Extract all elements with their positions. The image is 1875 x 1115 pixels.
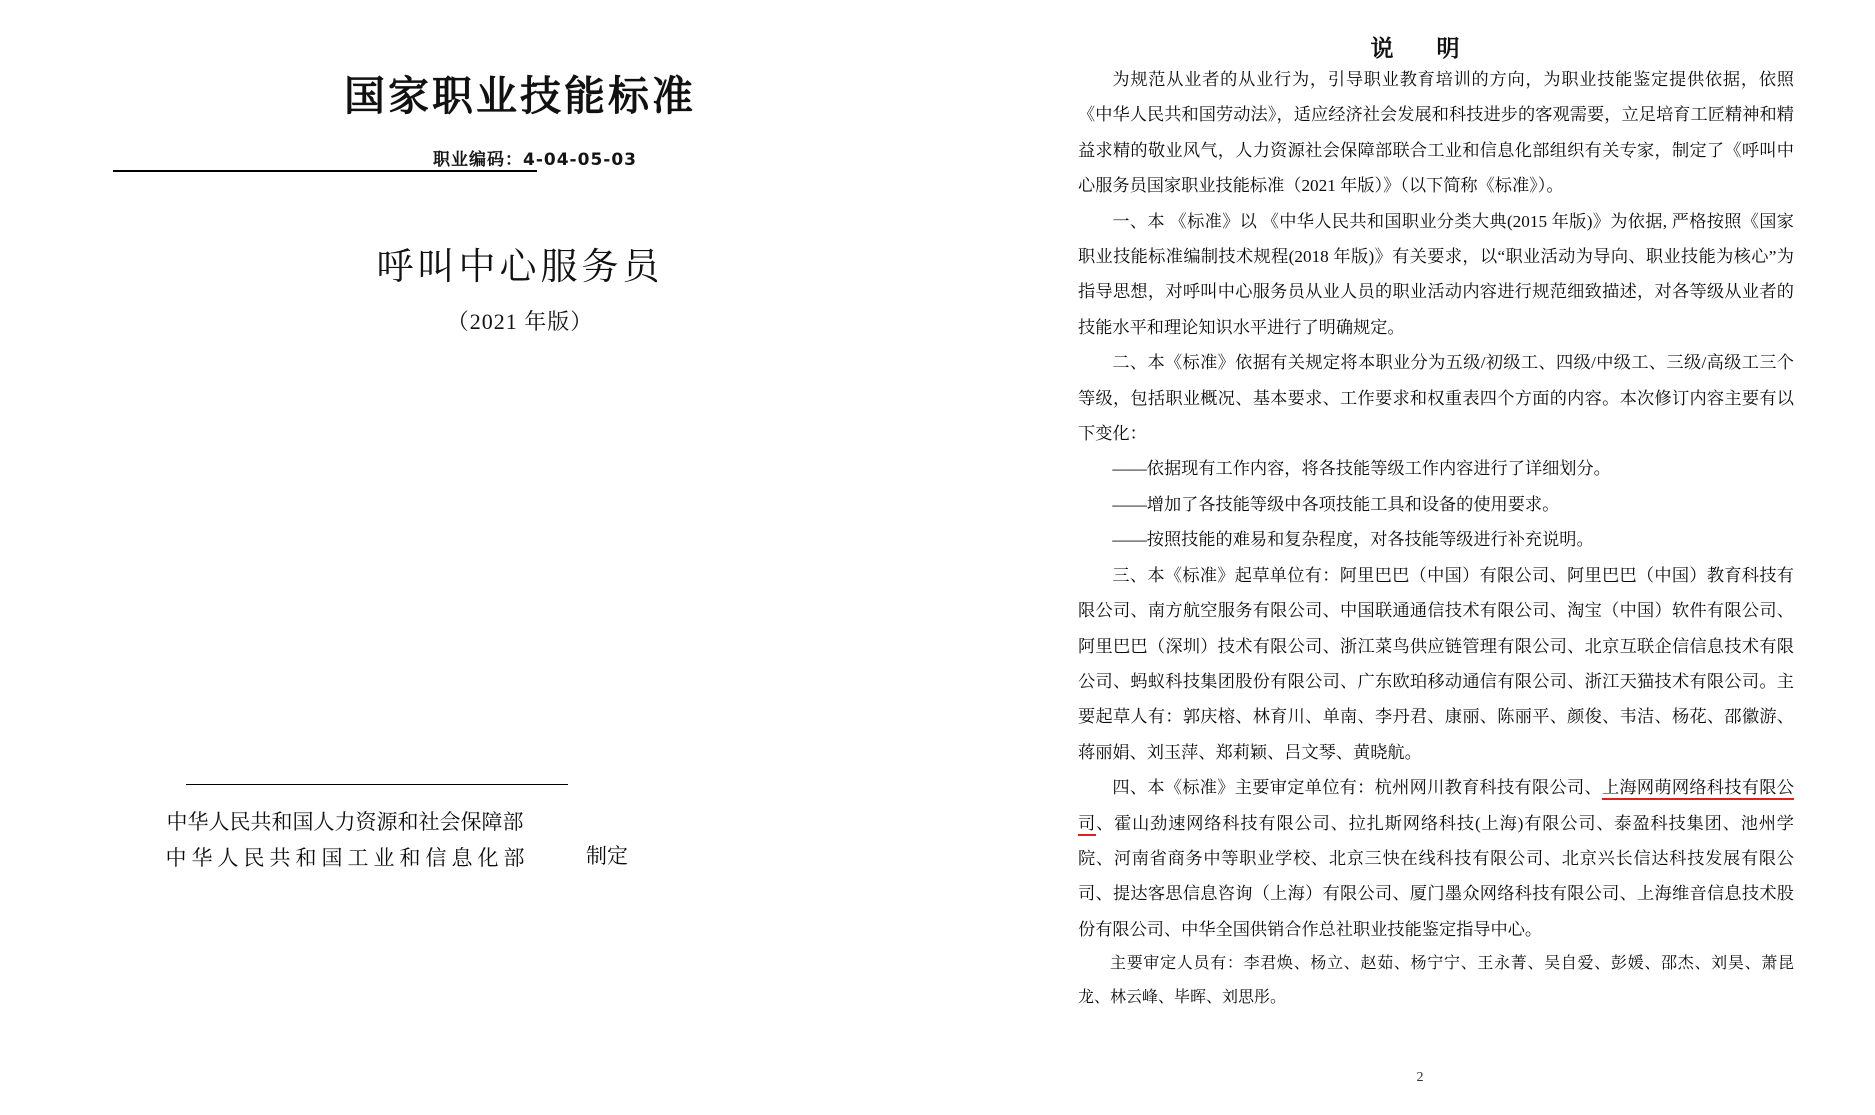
item-4-suffix: 、霍山劲速网络科技有限公司、拉扎斯网络科技(上海)有限公司、泰盈科技集团、池州学院、河南省商务中等职业学校、北京三快在线科技有限公司、北京兴长信达科技发展有限公司、提达客思信息咨询（上海）有限公司、厦门墨众网络科技有限公司、上海维音信息技术股份有限公司、中华全国供销合作总社职业技能鉴定指导中心。 bbox=[1078, 813, 1794, 939]
paragraph-item-3: 三、本《标准》起草单位有：阿里巴巴（中国）有限公司、阿里巴巴（中国）教育科技有限公司、南方航空服务有限公司、中国联通通信技术有限公司、淘宝（中国）软件有限公司、阿里巴巴（深圳）技术有限公司、浙江菜鸟供应链管理有限公司、北京互联企信信息技术有限公司、蚂蚁科技集团股份有限公司、广东欧珀移动通信有限公司、浙江天猫技术有限公司。主要起草人有：郭庆榕、林育川、单南、李丹君、康丽、陈丽平、颜俊、韦洁、杨花、邵徽游、蒋丽娟、刘玉萍、郑莉颖、吕文琴、黄晓航。 bbox=[1078, 565, 1794, 762]
title-block bbox=[0, 72, 1040, 170]
paragraph-reviewers: 主要审定人员有：李君焕、杨立、赵茹、杨宁宁、王永菁、吴自爱、彭媛、邵杰、刘昊、萧昆龙、林云峰、毕晖、刘思彤。 bbox=[1078, 955, 1794, 1007]
issuer-line-mohrss: 中华人民共和国人力资源和社会保障部 bbox=[166, 810, 524, 834]
preface-title: 说 明 bbox=[1370, 36, 1470, 62]
occupation-name: 呼叫中心服务员 bbox=[376, 246, 664, 287]
title-divider-bottom bbox=[186, 784, 568, 785]
paragraph-change-3: ——按照技能的难易和复杂程度，对各技能等级进行补充说明。 bbox=[1112, 530, 1594, 550]
page-number: 2 bbox=[1416, 1070, 1424, 1085]
occupation-code: 职业编码：4-04-05-03 bbox=[433, 150, 637, 171]
paragraph-change-1: ——依据现有工作内容，将各技能等级工作内容进行了详细划分。 bbox=[1112, 459, 1611, 479]
made-by-label: 制定 bbox=[586, 844, 628, 869]
title-divider-top bbox=[113, 170, 537, 172]
item-4-prefix: 四、本《标准》主要审定单位有：杭州网川教育科技有限公司、 bbox=[1112, 778, 1602, 798]
highlighted-company: 上海网萌网络科技有限公司 bbox=[1078, 778, 1794, 835]
edition-label: （2021 年版） bbox=[446, 309, 594, 334]
paragraph-change-2: ——增加了各技能等级中各项技能工具和设备的使用要求。 bbox=[1112, 494, 1560, 514]
paragraph-item-4 bbox=[1078, 770, 1794, 947]
issuer-line-miit: 中华人民共和国工业和信息化部 bbox=[165, 845, 530, 870]
paragraph-item-2: 二、本《标准》依据有关规定将本职业分为五级/初级工、四级/中级工、三级/高级工三个等级，包括职业概况、基本要求、工作要求和权重表四个方面的内容。本次修订内容主要有以下变化： bbox=[1078, 353, 1794, 444]
paragraph-intro: 为规范从业者的从业行为，引导职业教育培训的方向，为职业技能鉴定提供依据，依照《中华人民共和国劳动法》，适应经济社会发展和科技进步的客观需要，立足培育工匠精神和精益求精的敬业风气，人力资源社会保障部联合工业和信息化部组织有关专家，制定了《呼叫中心服务员国家职业技能标准（2021 年版）》（以下简称《标准》）。 bbox=[1078, 70, 1794, 196]
page-title: 国家职业技能标准 bbox=[344, 72, 696, 120]
paragraph-item-1: 一、本 《标准》以 《中华人民共和国职业分类大典(2015 年版)》为依据, 严格按照《国家职业技能标准编制技术规程(2018 年版)》有关要求，以“职业活动为导向、职业技能为核心”为指导思想，对呼叫中心服务员从业人员的职业活动内容进行规范细致描述，对各等级从业者的技能水平和理论知识水平进行了明确规定。 bbox=[1078, 211, 1794, 337]
preface-page bbox=[1040, 0, 1875, 1115]
issuer-block bbox=[120, 805, 680, 876]
preface-body bbox=[1078, 62, 1794, 1015]
issuer-names bbox=[120, 805, 570, 876]
